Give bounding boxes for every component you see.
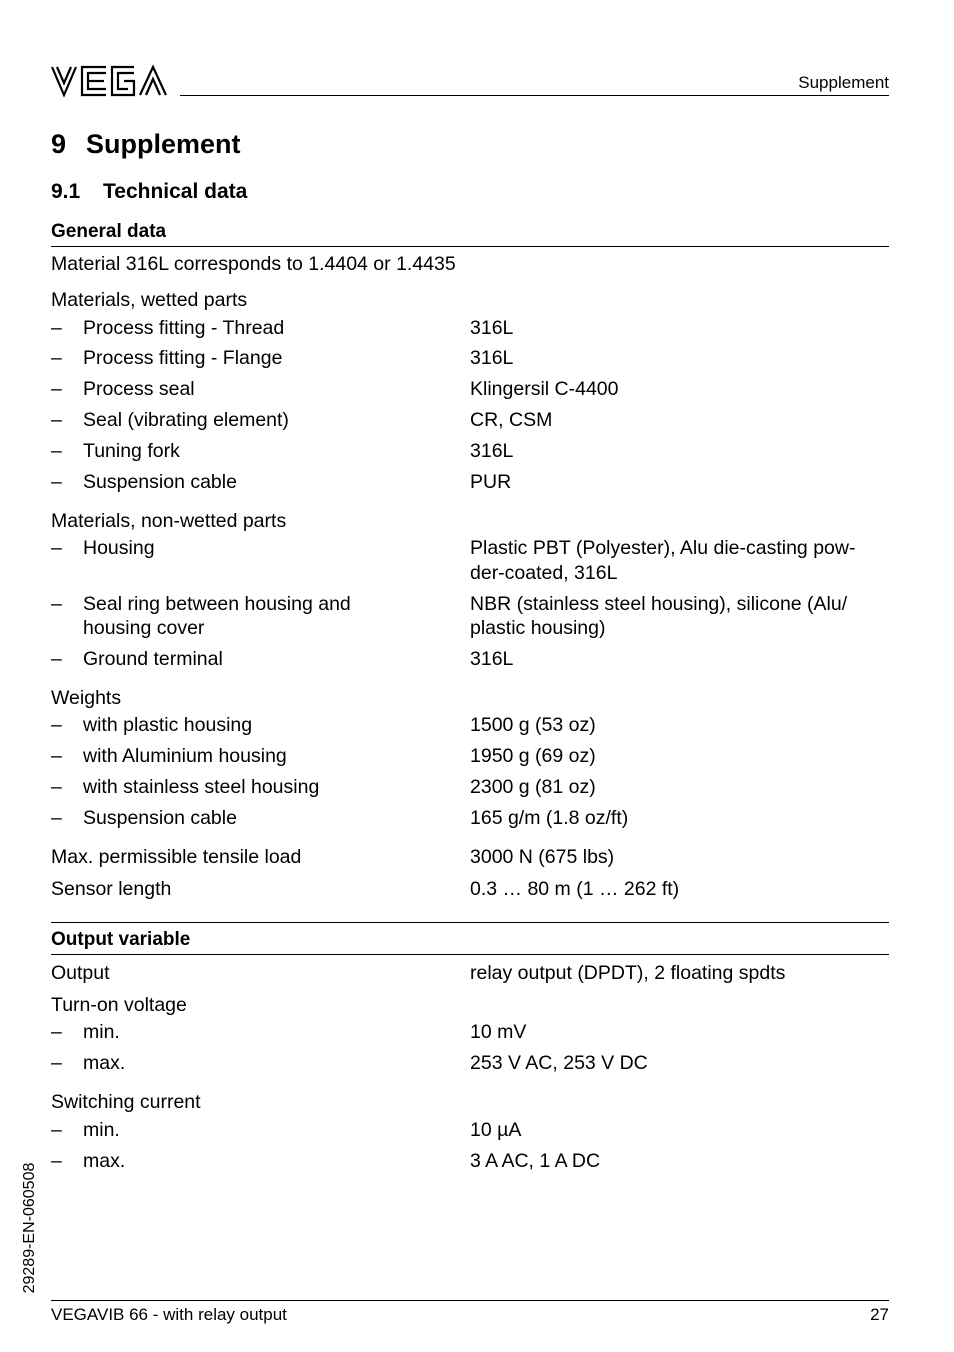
weight-item-value: 165 g/m (1.8 oz/ft) — [470, 807, 629, 829]
sensor-length-label: Sensor length — [51, 878, 172, 900]
turn-on-item-value: 253 V AC, 253 V DC — [470, 1052, 648, 1074]
switching-item-value: 10 µA — [470, 1119, 522, 1141]
list-dash: – — [51, 440, 62, 462]
switching-current-label: Switching current — [51, 1091, 201, 1113]
page-number: 27 — [870, 1305, 889, 1324]
output-variable-title: Output variable — [51, 929, 191, 950]
footer-rule — [51, 1300, 889, 1301]
wetted-item-value: Klingersil C-4400 — [470, 378, 619, 400]
wetted-item-label: Process fitting - Thread — [83, 317, 285, 339]
general-data-rule — [51, 246, 889, 247]
list-dash: – — [51, 347, 62, 369]
turn-on-item-value: 10 mV — [470, 1021, 527, 1043]
weight-item-value: 1500 g (53 oz) — [470, 714, 596, 736]
turn-on-item-label: max. — [83, 1052, 126, 1074]
seal-ring-label-line2: housing cover — [83, 617, 205, 639]
list-dash: – — [51, 807, 62, 829]
list-dash: – — [51, 1119, 62, 1141]
vega-logo — [50, 64, 168, 98]
turn-on-voltage-label: Turn-on voltage — [51, 994, 187, 1016]
list-dash: – — [51, 745, 62, 767]
list-dash: – — [51, 776, 62, 798]
wetted-item-value: CR, CSM — [470, 409, 553, 431]
wetted-item-label: Process seal — [83, 378, 195, 400]
chapter-heading — [51, 129, 241, 160]
non-wetted-parts-label: Materials, non-wetted parts — [51, 510, 287, 532]
list-dash: – — [51, 1052, 62, 1074]
list-dash: – — [51, 317, 62, 339]
seal-ring-label-line1: Seal ring between housing and — [83, 593, 351, 615]
wetted-item-value: 316L — [470, 440, 514, 462]
wetted-item-value: PUR — [470, 471, 512, 493]
list-dash: – — [51, 593, 62, 615]
list-dash: – — [51, 714, 62, 736]
switching-item-label: min. — [83, 1119, 120, 1141]
chapter-number: 9 — [51, 129, 67, 159]
section-number: 9.1 — [51, 180, 81, 203]
list-dash: – — [51, 537, 62, 559]
header-section-title: Supplement — [798, 73, 889, 92]
housing-value-line2: der-coated, 316L — [470, 562, 618, 584]
list-dash: – — [51, 378, 62, 400]
tensile-load-label: Max. permissible tensile load — [51, 846, 302, 868]
seal-ring-value-line1: NBR (stainless steel housing), silicone (Alu/ — [470, 593, 848, 615]
switching-item-value: 3 A AC, 1 A DC — [470, 1150, 601, 1172]
seal-ring-value-line2: plastic housing) — [470, 617, 606, 639]
housing-label: Housing — [83, 537, 155, 559]
list-dash: – — [51, 1021, 62, 1043]
weight-item-label: with Aluminium housing — [83, 745, 287, 767]
output-variable-rule — [51, 954, 889, 955]
weight-item-label: Suspension cable — [83, 807, 237, 829]
tensile-load-value: 3000 N (675 lbs) — [470, 846, 615, 868]
wetted-item-label: Suspension cable — [83, 471, 237, 493]
output-label: Output — [51, 962, 110, 984]
wetted-item-value: 316L — [470, 317, 514, 339]
list-dash: – — [51, 1150, 62, 1172]
material-note: Material 316L corresponds to 1.4404 or 1.4435 — [51, 253, 456, 275]
output-variable-top-rule — [51, 922, 889, 923]
wetted-parts-label: Materials, wetted parts — [51, 289, 248, 311]
section-title: Technical data — [103, 180, 248, 203]
section-heading — [51, 180, 247, 204]
list-dash: – — [51, 648, 62, 670]
wetted-item-label: Tuning fork — [83, 440, 180, 462]
sensor-length-value: 0.3 … 80 m (1 … 262 ft) — [470, 878, 680, 900]
weight-item-value: 2300 g (81 oz) — [470, 776, 596, 798]
turn-on-item-label: min. — [83, 1021, 120, 1043]
weight-item-label: with plastic housing — [83, 714, 253, 736]
document-code: 29289-EN-060508 — [21, 1162, 38, 1294]
weights-label: Weights — [51, 687, 122, 709]
output-value: relay output (DPDT), 2 floating spdts — [470, 962, 786, 984]
wetted-item-label: Process fitting - Flange — [83, 347, 283, 369]
general-data-title: General data — [51, 221, 167, 242]
housing-value-line1: Plastic PBT (Polyester), Alu die-casting pow- — [470, 537, 856, 559]
wetted-item-label: Seal (vibrating element) — [83, 409, 289, 431]
footer-product-name: VEGAVIB 66 - with relay output — [51, 1305, 287, 1324]
list-dash: – — [51, 471, 62, 493]
weight-item-value: 1950 g (69 oz) — [470, 745, 596, 767]
list-dash: – — [51, 409, 62, 431]
header-rule — [180, 95, 889, 96]
ground-terminal-value: 316L — [470, 648, 514, 670]
switching-item-label: max. — [83, 1150, 126, 1172]
chapter-title: Supplement — [86, 129, 241, 159]
ground-terminal-label: Ground terminal — [83, 648, 223, 670]
wetted-item-value: 316L — [470, 347, 514, 369]
weight-item-label: with stainless steel housing — [83, 776, 320, 798]
